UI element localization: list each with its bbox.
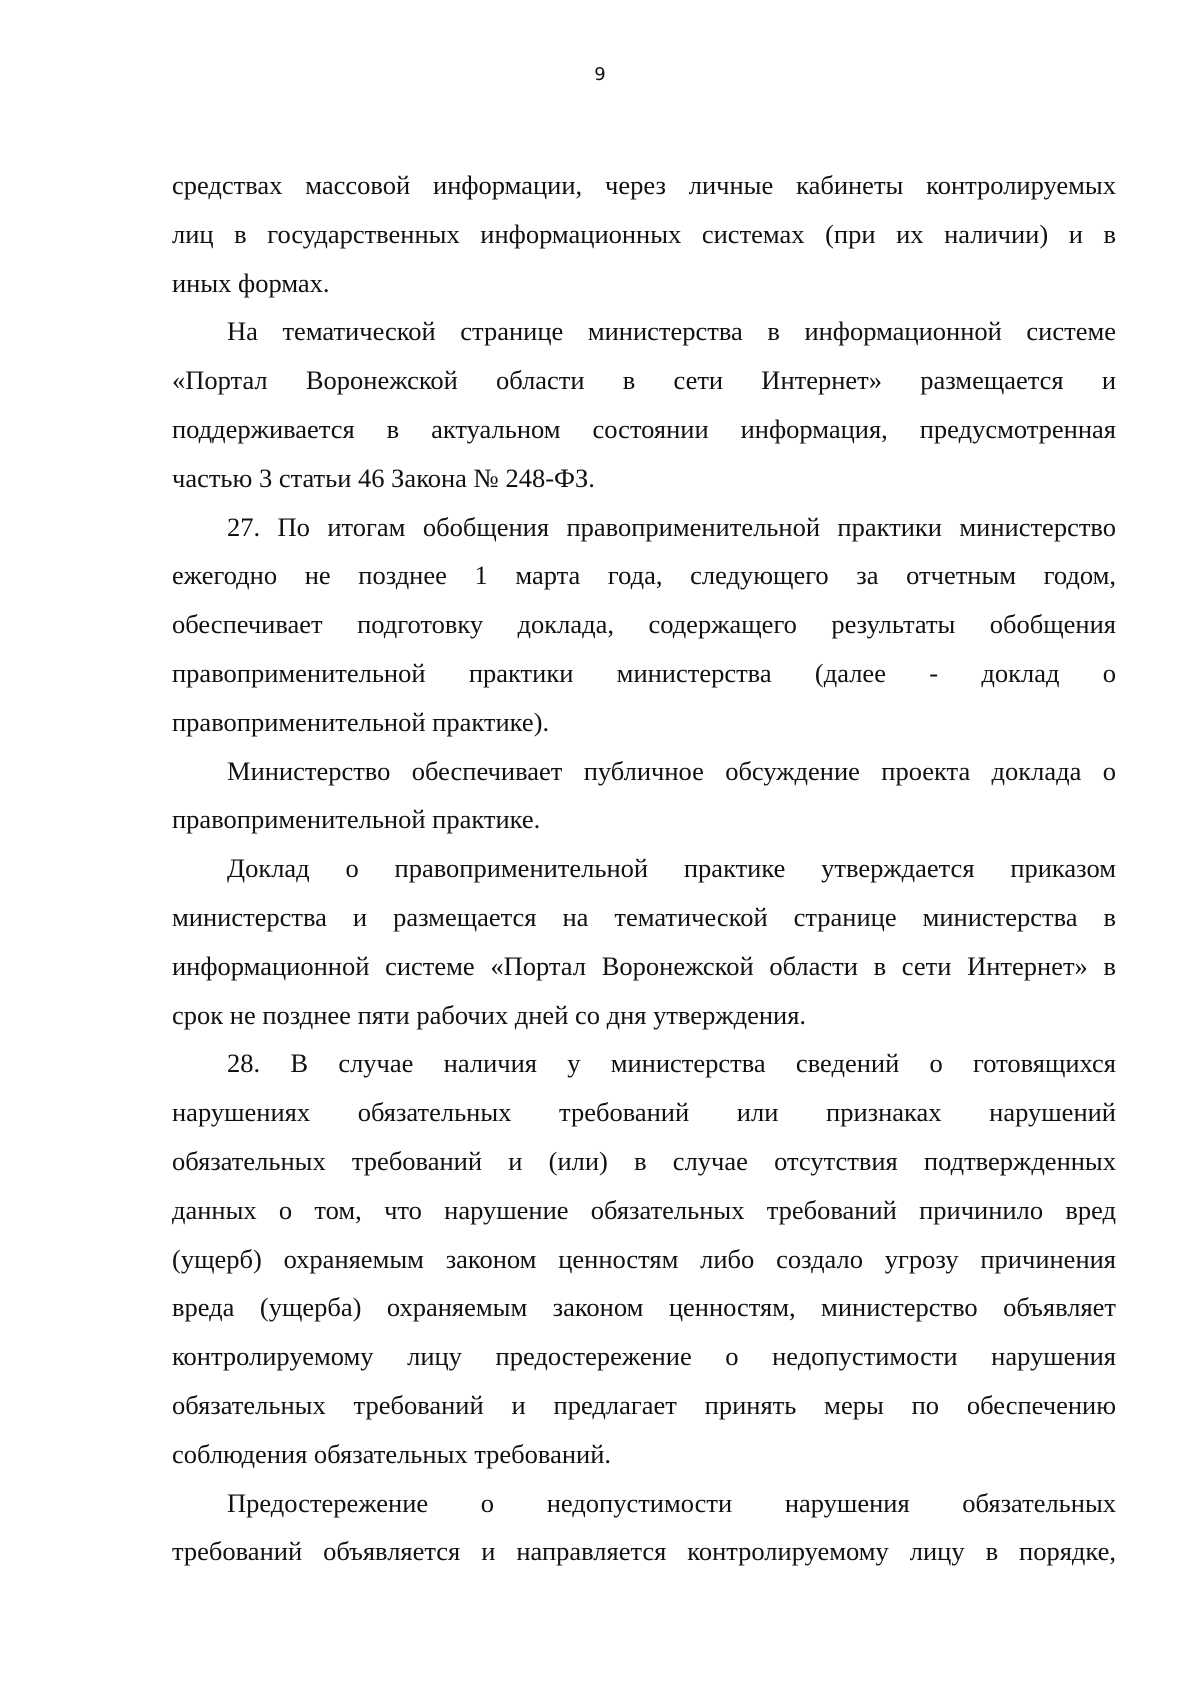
- text-line: (ущерб) охраняемым законом ценностям либо создало угрозу причинения: [172, 1243, 1116, 1274]
- text-line: Министерство обеспечивает публичное обсуждение проекта доклада о: [227, 755, 1116, 786]
- text-line: поддерживается в актуальном состоянии информация, предусмотренная: [172, 413, 1116, 444]
- text-line: ежегодно не позднее 1 марта года, следующего за отчетным годом,: [172, 560, 1116, 591]
- text-line: обязательных требований и (или) в случае отсутствия подтвержденных: [172, 1145, 1116, 1176]
- text-line: информационной системе «Портал Воронежской области в сети Интернет» в: [172, 950, 1116, 981]
- text-line: частью 3 статьи 46 Закона № 248-ФЗ.: [172, 462, 595, 493]
- text-line: 27. По итогам обобщения правоприменительной практики министерство: [227, 511, 1116, 542]
- text-line: «Портал Воронежской области в сети Интернет» размещается и: [172, 365, 1116, 396]
- text-line: требований объявляется и направляется контролируемому лицу в порядке,: [172, 1536, 1116, 1567]
- text-line: контролируемому лицу предостережение о недопустимости нарушения: [172, 1341, 1116, 1372]
- text-line: На тематической странице министерства в информационной системе: [227, 316, 1116, 347]
- text-line: вреда (ущерба) охраняемым законом ценностям, министерство объявляет: [172, 1292, 1116, 1323]
- text-line: соблюдения обязательных требований.: [172, 1438, 611, 1469]
- document-body: [172, 161, 1116, 1576]
- paragraph: [172, 161, 1116, 307]
- text-line: министерства и размещается на тематической странице министерства в: [172, 901, 1116, 932]
- text-line: Доклад о правоприменительной практике утверждается приказом: [227, 853, 1116, 884]
- paragraph: [172, 844, 1116, 1039]
- text-line: лиц в государственных информационных системах (при их наличии) и в: [172, 218, 1116, 249]
- text-line: иных формах.: [172, 267, 330, 298]
- paragraph: [172, 1479, 1116, 1577]
- text-line: правоприменительной практики министерства (далее - доклад о: [172, 657, 1116, 688]
- text-line: 28. В случае наличия у министерства сведений о готовящихся: [227, 1048, 1116, 1079]
- paragraph: [172, 1039, 1116, 1478]
- text-line: данных о том, что нарушение обязательных требований причинило вред: [172, 1194, 1116, 1225]
- text-line: обеспечивает подготовку доклада, содержащего результаты обобщения: [172, 609, 1116, 640]
- text-line: правоприменительной практике).: [172, 706, 550, 737]
- text-line: срок не позднее пяти рабочих дней со дня утверждения.: [172, 999, 807, 1030]
- page-number: 9: [594, 64, 606, 85]
- text-line: средствах массовой информации, через личные кабинеты контролируемых: [172, 170, 1116, 200]
- text-line: Предостережение о недопустимости нарушения обязательных: [227, 1487, 1116, 1518]
- paragraph: [172, 747, 1116, 845]
- text-line: обязательных требований и предлагает принять меры по обеспечению: [172, 1389, 1116, 1420]
- text-line: нарушениях обязательных требований или признаках нарушений: [172, 1097, 1116, 1128]
- paragraph: [172, 307, 1116, 502]
- paragraph: [172, 503, 1116, 747]
- text-line: правоприменительной практике.: [172, 804, 541, 835]
